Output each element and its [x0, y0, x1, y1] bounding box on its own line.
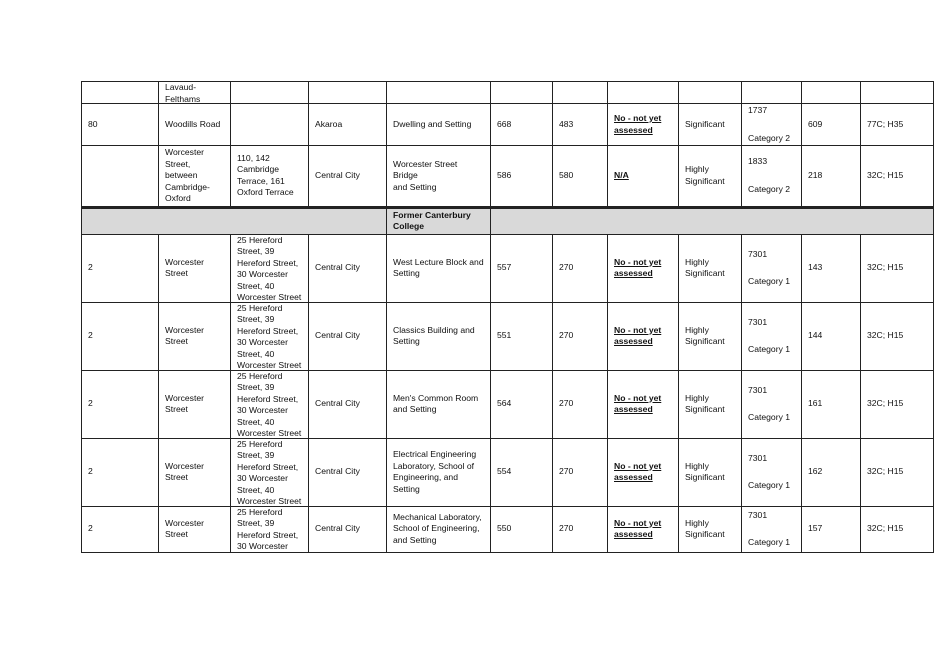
cell-street [159, 82, 231, 104]
assessment-status: N/A [614, 170, 629, 180]
cell-street: Worcester Street [159, 302, 231, 370]
cell-id1: 550 [491, 506, 553, 552]
cell-area: Central City [309, 370, 387, 438]
cell-area: Central City [309, 302, 387, 370]
cell-street: Woodills Road [159, 104, 231, 146]
cell-id1 [491, 82, 553, 104]
cell-assessment [608, 302, 679, 370]
cell-listing [742, 234, 802, 302]
cell-area: Central City [309, 506, 387, 552]
table-row [82, 82, 934, 104]
cell-id2: 270 [553, 302, 608, 370]
cell-assessment [608, 104, 679, 146]
cell-id2: 483 [553, 104, 608, 146]
listing-category: Category 1 [748, 276, 791, 286]
assessment-status: No - not yet assessed [614, 517, 662, 539]
cell-num [82, 82, 159, 104]
cell-address [231, 506, 309, 552]
cell-maps: 32C; H15 [861, 146, 934, 208]
cell-name: Mechanical Laboratory, School of Engineering, and Setting [387, 506, 491, 552]
assessment-status: No - not yet assessed [614, 392, 662, 414]
cell-num2 [802, 82, 861, 104]
cell-street: Worcester Street [159, 370, 231, 438]
cell-address [231, 82, 309, 104]
cell-street: Worcester Street [159, 234, 231, 302]
cell-id2 [553, 82, 608, 104]
group-label: Former Canterbury College [387, 207, 491, 234]
cell-num2: 143 [802, 234, 861, 302]
cell-address [231, 302, 309, 370]
listing-number: 7301 [748, 509, 768, 520]
cell-street: Worcester Street [159, 438, 231, 506]
cell-listing [742, 506, 802, 552]
address-text: 25 Hereford Street, 39 Hereford Street, 30 Worcester Street, 40 Worcester Street [237, 234, 302, 302]
table-row [82, 438, 934, 506]
listing-category: Category 2 [748, 183, 791, 194]
cell-maps: 32C; H15 [861, 506, 934, 552]
cell-maps [861, 82, 934, 104]
table-row [82, 506, 934, 552]
assessment-status: No - not yet assessed [614, 113, 662, 135]
listing-number: 1737 [748, 105, 768, 115]
cell-maps: 32C; H15 [861, 438, 934, 506]
cell-address [231, 104, 309, 146]
cell-num2: 609 [802, 104, 861, 146]
group-header-row [82, 207, 934, 234]
cell-listing [742, 146, 802, 208]
cell-num2: 162 [802, 438, 861, 506]
assessment-status: No - not yet assessed [614, 324, 662, 346]
cell-id2: 270 [553, 438, 608, 506]
cell-assessment [608, 370, 679, 438]
address-text: 25 Hereford Street, 39 Hereford Street, 30 Worcester Street, 40 Worcester Street [237, 438, 302, 506]
cell-listing [742, 302, 802, 370]
table-row [82, 302, 934, 370]
cell-id1: 551 [491, 302, 553, 370]
cell-maps: 32C; H15 [861, 302, 934, 370]
cell-assessment [608, 506, 679, 552]
cell-id2: 270 [553, 506, 608, 552]
cell-area [309, 82, 387, 104]
cell-num [82, 146, 159, 208]
listing-category: Category 1 [748, 537, 791, 547]
cell-address [231, 234, 309, 302]
cell-id2: 270 [553, 370, 608, 438]
cell-significance: Highly Significant [679, 234, 742, 302]
cell-assessment [608, 438, 679, 506]
cell-id1: 586 [491, 146, 553, 208]
cell-maps: 32C; H15 [861, 234, 934, 302]
cell-name: Dwelling and Setting [387, 104, 491, 146]
cell-num: 2 [82, 234, 159, 302]
listing-number: 7301 [748, 452, 768, 463]
cell-area: Central City [309, 234, 387, 302]
cell-area: Akaroa [309, 104, 387, 146]
cell-id1: 557 [491, 234, 553, 302]
cell-num: 2 [82, 438, 159, 506]
address-text: 25 Hereford Street, 39 Hereford Street, 30 Worcester Street, 40 Worcester Street [237, 302, 302, 370]
listing-number: 7301 [748, 248, 768, 259]
cell-name: West Lecture Block and Setting [387, 234, 491, 302]
cell-listing [742, 104, 802, 146]
address-text: 25 Hereford Street, 39 Hereford Street, 30 Worcester Street, 40 Worcester Street [237, 370, 302, 438]
cell-name: Classics Building and Setting [387, 302, 491, 370]
listing-category: Category 1 [748, 412, 791, 422]
cell-street: Worcester Street [159, 506, 231, 552]
cell-assessment [608, 146, 679, 208]
cell-significance: Highly Significant [679, 370, 742, 438]
cell-num: 2 [82, 302, 159, 370]
cell-address [231, 370, 309, 438]
cell-maps: 77C; H35 [861, 104, 934, 146]
listing-category: Category 2 [748, 132, 791, 143]
cell-num2: 144 [802, 302, 861, 370]
listing-number: 7301 [748, 384, 768, 395]
cell-assessment [608, 82, 679, 104]
cell-num: 2 [82, 370, 159, 438]
table-row [82, 370, 934, 438]
cell-id2: 580 [553, 146, 608, 208]
cell-id1: 564 [491, 370, 553, 438]
cell-num2: 161 [802, 370, 861, 438]
cell-area: Central City [309, 438, 387, 506]
group-filler-left [82, 207, 387, 234]
cell-listing [742, 438, 802, 506]
cell-num: 2 [82, 506, 159, 552]
assessment-status: No - not yet assessed [614, 460, 662, 482]
cell-significance: Highly Significant [679, 506, 742, 552]
cell-significance: Significant [679, 104, 742, 146]
listing-category: Category 1 [748, 344, 791, 354]
cell-significance: Highly Significant [679, 146, 742, 208]
group-filler-right [491, 207, 934, 234]
cell-street: Worcester Street, between Cambridge- Oxford [159, 146, 231, 208]
listing-number: 7301 [748, 316, 768, 327]
cell-name: Worcester Street Bridge and Setting [387, 146, 491, 208]
cell-address: 110, 142 Cambridge Terrace, 161 Oxford Terrace [231, 146, 309, 208]
cell-assessment [608, 234, 679, 302]
cell-id2: 270 [553, 234, 608, 302]
cell-num2: 218 [802, 146, 861, 208]
cell-significance: Highly Significant [679, 438, 742, 506]
cell-maps: 32C; H15 [861, 370, 934, 438]
cell-listing [742, 82, 802, 104]
cell-name [387, 82, 491, 104]
cell-listing [742, 370, 802, 438]
cell-name: Electrical Engineering Laboratory, School of Engineering, and Setting [387, 438, 491, 506]
cell-address [231, 438, 309, 506]
address-text: 25 Hereford Street, 39 Hereford Street, 30 Worcester [237, 506, 299, 551]
street-text: Lavaud- Felthams [165, 82, 201, 103]
cell-area: Central City [309, 146, 387, 208]
listing-number: 1833 [748, 156, 768, 167]
table-row [82, 234, 934, 302]
assessment-status: No - not yet assessed [614, 256, 662, 278]
cell-significance: Highly Significant [679, 302, 742, 370]
cell-id1: 554 [491, 438, 553, 506]
listing-category: Category 1 [748, 480, 791, 490]
table-row [82, 104, 934, 146]
cell-name: Men's Common Room and Setting [387, 370, 491, 438]
cell-num2: 157 [802, 506, 861, 552]
table-row [82, 146, 934, 208]
heritage-schedule-table [81, 81, 934, 553]
cell-id1: 668 [491, 104, 553, 146]
cell-significance [679, 82, 742, 104]
cell-num: 80 [82, 104, 159, 146]
